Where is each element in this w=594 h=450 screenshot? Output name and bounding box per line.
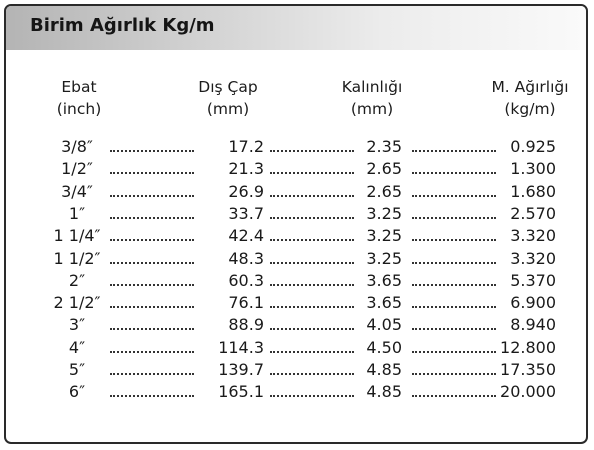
- dot-leader: [270, 217, 354, 219]
- table-row: [6, 225, 586, 246]
- weight-cell: 12.800: [500, 337, 556, 357]
- dot-leader: [110, 328, 194, 330]
- title-bar: [6, 6, 586, 50]
- column-header-size: [44, 76, 114, 120]
- dot-leader: [412, 351, 496, 353]
- dot-leader: [412, 172, 496, 174]
- thickness-cell: 3.25: [366, 203, 402, 223]
- dot-leader: [412, 306, 496, 308]
- thickness-cell: 4.50: [366, 337, 402, 357]
- weight-cell: 8.940: [510, 315, 556, 335]
- dot-leader: [412, 373, 496, 375]
- size-cell: 1 1/2″: [53, 248, 101, 268]
- weight-table-card: [4, 4, 588, 444]
- size-cell: 4″: [68, 337, 86, 357]
- outer-diameter-cell: 139.7: [218, 360, 264, 379]
- thickness-cell: 4.85: [366, 360, 402, 379]
- table-row: [6, 381, 586, 402]
- dot-leader: [270, 262, 354, 264]
- weight-cell: 6.900: [510, 293, 556, 313]
- table-row: [6, 248, 586, 269]
- dot-leader: [270, 373, 354, 375]
- thickness-cell: 2.35: [366, 137, 402, 156]
- table-row: [6, 181, 586, 202]
- column-header-weight: [476, 76, 584, 120]
- dot-leader: [270, 351, 354, 353]
- outer-diameter-cell: 114.3: [218, 337, 264, 357]
- weight-cell: 3.320: [510, 226, 556, 246]
- thickness-cell: 3.65: [366, 270, 402, 290]
- thickness-cell: 3.25: [366, 226, 402, 246]
- size-cell: 2″: [68, 270, 86, 290]
- size-cell: 3/4″: [61, 181, 93, 201]
- outer-diameter-cell: 17.2: [228, 137, 264, 156]
- size-cell: 1 1/4″: [53, 226, 101, 246]
- table-row: [6, 203, 586, 224]
- dot-leader: [110, 217, 194, 219]
- size-cell: 2 1/2″: [53, 293, 101, 313]
- dot-leader: [110, 172, 194, 174]
- outer-diameter-cell: 76.1: [228, 293, 264, 313]
- weight-cell: 3.320: [510, 248, 556, 268]
- size-cell: 1/2″: [61, 159, 93, 179]
- column-header-thickness-name: Kalınlığı: [341, 78, 403, 96]
- size-cell: 5″: [68, 360, 86, 379]
- dot-leader: [270, 395, 354, 397]
- dot-leader: [110, 262, 194, 264]
- column-header-outer-diameter-name: Dış Çap: [198, 78, 258, 96]
- dot-leader: [110, 150, 194, 152]
- table-row: [6, 270, 586, 291]
- dot-leader: [412, 195, 496, 197]
- dot-leader: [110, 239, 194, 241]
- dot-leader: [270, 195, 354, 197]
- outer-diameter-cell: 165.1: [218, 382, 264, 402]
- outer-diameter-cell: 48.3: [228, 248, 264, 268]
- weight-cell: 0.925: [510, 137, 556, 156]
- column-header-size-name: Ebat: [61, 78, 97, 96]
- dot-leader: [412, 239, 496, 241]
- thickness-cell: 3.65: [366, 293, 402, 313]
- dot-leader: [412, 395, 496, 397]
- size-cell: 6″: [68, 382, 86, 402]
- outer-diameter-cell: 60.3: [228, 270, 264, 290]
- dot-leader: [412, 150, 496, 152]
- table-row: [6, 292, 586, 313]
- thickness-cell: 3.25: [366, 248, 402, 268]
- weight-cell: 2.570: [510, 203, 556, 223]
- dot-leader: [110, 284, 194, 286]
- column-header-thickness-unit: (mm): [350, 100, 394, 118]
- dot-leader: [270, 150, 354, 152]
- weight-cell: 17.350: [500, 360, 556, 379]
- column-header-thickness: [330, 76, 414, 120]
- table-row: [6, 337, 586, 358]
- table-row: [6, 136, 586, 157]
- dot-leader: [270, 239, 354, 241]
- outer-diameter-cell: 33.7: [228, 203, 264, 223]
- dot-leader: [270, 328, 354, 330]
- dot-leader: [270, 284, 354, 286]
- table-row: [6, 314, 586, 335]
- column-header-weight-unit: (kg/m): [504, 100, 556, 118]
- thickness-cell: 2.65: [366, 159, 402, 179]
- size-cell: 3/8″: [61, 137, 93, 156]
- table-title: Birim Ağırlık Kg/m: [30, 15, 215, 36]
- column-header-outer-diameter: [188, 76, 268, 120]
- dot-leader: [110, 373, 194, 375]
- outer-diameter-cell: 42.4: [228, 226, 264, 246]
- thickness-cell: 4.85: [366, 382, 402, 402]
- size-cell: 1″: [68, 203, 86, 223]
- dot-leader: [412, 328, 496, 330]
- thickness-cell: 4.05: [366, 315, 402, 335]
- table-row: [6, 359, 586, 380]
- weight-cell: 1.680: [510, 181, 556, 201]
- table-row: [6, 158, 586, 179]
- dot-leader: [270, 306, 354, 308]
- outer-diameter-cell: 21.3: [228, 159, 264, 179]
- column-header-outer-diameter-unit: (mm): [206, 100, 250, 118]
- dot-leader: [110, 306, 194, 308]
- dot-leader: [110, 395, 194, 397]
- outer-diameter-cell: 88.9: [228, 315, 264, 335]
- size-cell: 3″: [68, 315, 86, 335]
- thickness-cell: 2.65: [366, 181, 402, 201]
- column-header-size-unit: (inch): [56, 100, 102, 118]
- weight-cell: 20.000: [500, 382, 556, 402]
- dot-leader: [412, 262, 496, 264]
- dot-leader: [412, 217, 496, 219]
- dot-leader: [270, 172, 354, 174]
- dot-leader: [110, 351, 194, 353]
- dot-leader: [412, 284, 496, 286]
- dot-leader: [110, 195, 194, 197]
- outer-diameter-cell: 26.9: [228, 181, 264, 201]
- column-header-weight-name: M. Ağırlığı: [491, 78, 569, 96]
- weight-cell: 5.370: [510, 270, 556, 290]
- weight-cell: 1.300: [510, 159, 556, 179]
